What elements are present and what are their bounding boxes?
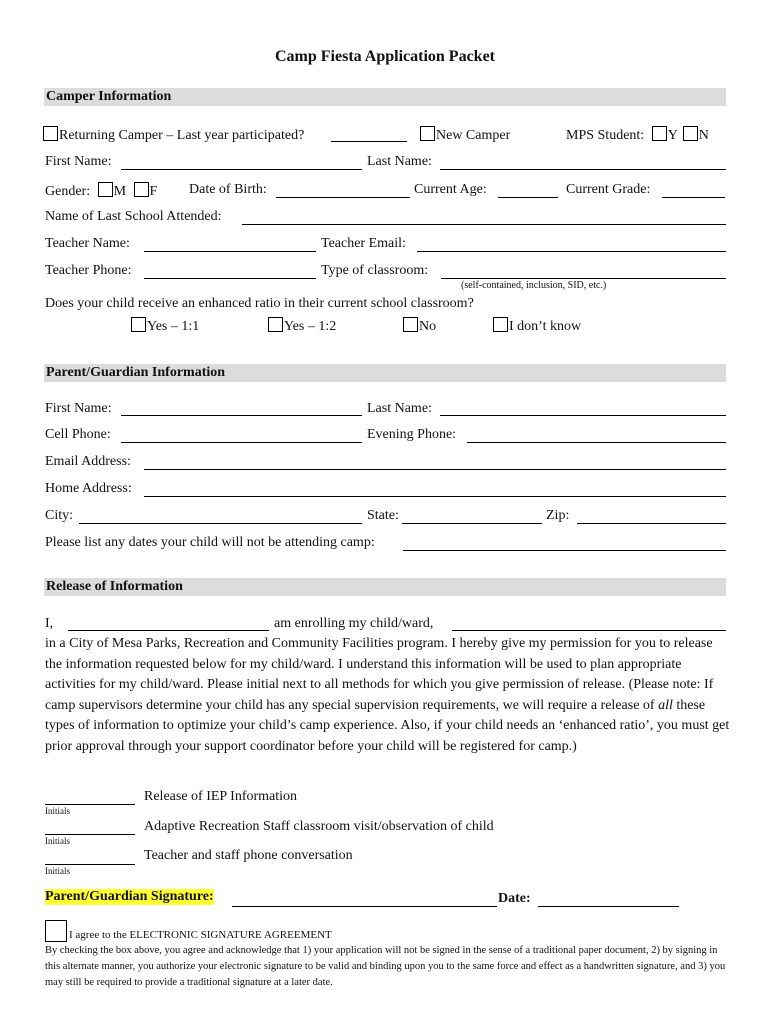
teacher-phone-field[interactable] <box>144 278 316 279</box>
parent-name-field[interactable] <box>68 630 269 631</box>
gender-m-checkbox[interactable] <box>98 182 113 197</box>
parent-last-name-field[interactable] <box>440 415 726 416</box>
home-address-field[interactable] <box>144 496 726 497</box>
parent-section-heading: Parent/Guardian Information <box>44 364 726 382</box>
mps-student-label: MPS Student: <box>566 128 645 143</box>
signature-date-field[interactable] <box>538 906 679 907</box>
new-camper-option <box>420 126 510 144</box>
enrolling-label: am enrolling my child/ward, <box>274 616 434 631</box>
email-field[interactable] <box>144 469 726 470</box>
release-item: Teacher and staff phone conversation <box>144 848 353 863</box>
email-label: Email Address: <box>45 454 131 469</box>
teacher-name-label: Teacher Name: <box>45 236 130 251</box>
initials-field[interactable] <box>45 864 135 865</box>
new-camper-label: New Camper <box>436 128 511 143</box>
returning-camper-row <box>43 126 304 144</box>
gender-f-checkbox[interactable] <box>134 182 149 197</box>
release-text-emphasis: all <box>658 697 673 713</box>
ratio-option-label: Yes – 1:1 <box>147 319 200 334</box>
current-age-field[interactable] <box>498 197 558 198</box>
ratio-option <box>268 317 336 335</box>
mps-no-label: N <box>698 128 709 143</box>
ratio-option <box>493 317 581 335</box>
initials-field[interactable] <box>45 834 135 835</box>
release-text-1: in a City of Mesa Parks, Recreation and Community Facilities program. I hereby give my permission for you to release the information requested below for my child/ward. I understand this information will be used to plan appropriate activities for my child/ward. Please initial next to all methods for which you give permission of release. (Please note: If camp supervisors determine your child has any special supervision requirements, we will require a release of <box>45 636 714 713</box>
teacher-name-field[interactable] <box>144 251 316 252</box>
parent-last-name-label: Last Name: <box>367 401 432 416</box>
teacher-email-label: Teacher Email: <box>321 236 406 251</box>
release-paragraph <box>45 634 730 758</box>
ratio-option-label: No <box>419 319 437 334</box>
mps-yes-label: Y <box>667 128 678 143</box>
release-text-2: these types of information to optimize your child’s camp experience. Also, if your child needs an ‘enhanced ratio’, you must get prior approval through your support coordinator before your child will be registered for camp.) <box>45 697 730 754</box>
ratio-checkbox[interactable] <box>403 317 418 332</box>
gender-f-label: F <box>149 184 158 199</box>
parent-first-name-label: First Name: <box>45 401 112 416</box>
ratio-question: Does your child receive an enhanced ratio in their current school classroom? <box>45 296 474 311</box>
ratio-option <box>131 317 199 335</box>
last-year-field[interactable] <box>331 141 407 142</box>
ratio-checkbox[interactable] <box>131 317 146 332</box>
initials-field[interactable] <box>45 804 135 805</box>
date-label: Date: <box>498 891 531 906</box>
teacher-email-field[interactable] <box>417 251 726 252</box>
initials-label: Initials <box>45 806 70 816</box>
state-field[interactable] <box>402 523 542 524</box>
camper-last-name-field[interactable] <box>440 169 726 170</box>
page-title: Camp Fiesta Application Packet <box>275 48 495 65</box>
zip-field[interactable] <box>577 523 726 524</box>
signature-label: Parent/Guardian Signature: <box>45 889 214 904</box>
evening-phone-label: Evening Phone: <box>367 427 457 442</box>
ratio-option-label: Yes – 1:2 <box>284 319 337 334</box>
esign-text: By checking the box above, you agree and acknowledge that 1) your application will not be signed in the sense of a traditional paper document, 2) by signing in this alternate manner, you authorize your electronic signature to be valid and binding upon you to the same force and effect as a handwritten signature, and 3) you may still be required to provide a traditional signature at a later date. <box>45 945 726 988</box>
dob-field[interactable] <box>276 197 410 198</box>
absent-dates-label: Please list any dates your child will not be attending camp: <box>45 535 375 550</box>
initials-label: Initials <box>45 836 70 846</box>
city-field[interactable] <box>79 523 362 524</box>
parent-first-name-field[interactable] <box>121 415 362 416</box>
gender-label: Gender: <box>45 184 91 199</box>
ratio-checkbox[interactable] <box>268 317 283 332</box>
camper-first-name-label: First Name: <box>45 154 112 169</box>
gender-m-label: M <box>113 184 127 199</box>
current-grade-label: Current Grade: <box>566 182 651 197</box>
classroom-type-hint: (self-contained, inclusion, SID, etc.) <box>461 280 607 291</box>
new-camper-checkbox[interactable] <box>420 126 435 141</box>
returning-camper-checkbox[interactable] <box>43 126 58 141</box>
returning-camper-label: Returning Camper – Last year participated? <box>59 128 305 143</box>
home-address-label: Home Address: <box>45 481 132 496</box>
release-item: Release of IEP Information <box>144 789 298 804</box>
release-item: Adaptive Recreation Staff classroom visit/observation of child <box>144 819 494 834</box>
esign-checkbox[interactable] <box>45 920 67 942</box>
camper-section-heading: Camper Information <box>44 88 726 106</box>
classroom-type-field[interactable] <box>441 278 726 279</box>
release-i-label: I, <box>45 616 54 631</box>
cell-phone-field[interactable] <box>121 442 362 443</box>
classroom-type-label: Type of classroom: <box>321 263 429 278</box>
mps-student-row <box>566 126 709 144</box>
city-label: City: <box>45 508 74 523</box>
mps-no-checkbox[interactable] <box>683 126 698 141</box>
zip-label: Zip: <box>546 508 570 523</box>
current-grade-field[interactable] <box>662 197 725 198</box>
absent-dates-field[interactable] <box>403 550 726 551</box>
evening-phone-field[interactable] <box>467 442 726 443</box>
teacher-phone-label: Teacher Phone: <box>45 263 132 278</box>
last-school-label: Name of Last School Attended: <box>45 209 222 224</box>
cell-phone-label: Cell Phone: <box>45 427 111 442</box>
ratio-option-label: I don’t know <box>509 319 582 334</box>
camper-last-name-label: Last Name: <box>367 154 432 169</box>
release-section-heading: Release of Information <box>44 578 726 596</box>
camper-first-name-field[interactable] <box>121 169 362 170</box>
esign-title: I agree to the ELECTRONIC SIGNATURE AGREEMENT <box>69 929 332 941</box>
last-school-field[interactable] <box>242 224 726 225</box>
dob-label: Date of Birth: <box>189 182 267 197</box>
ratio-checkbox[interactable] <box>493 317 508 332</box>
gender-row <box>45 182 157 200</box>
child-name-field[interactable] <box>452 630 726 631</box>
state-label: State: <box>367 508 399 523</box>
initials-label: Initials <box>45 866 70 876</box>
mps-yes-checkbox[interactable] <box>652 126 667 141</box>
current-age-label: Current Age: <box>414 182 487 197</box>
signature-field[interactable] <box>232 906 497 907</box>
ratio-option <box>403 317 436 335</box>
